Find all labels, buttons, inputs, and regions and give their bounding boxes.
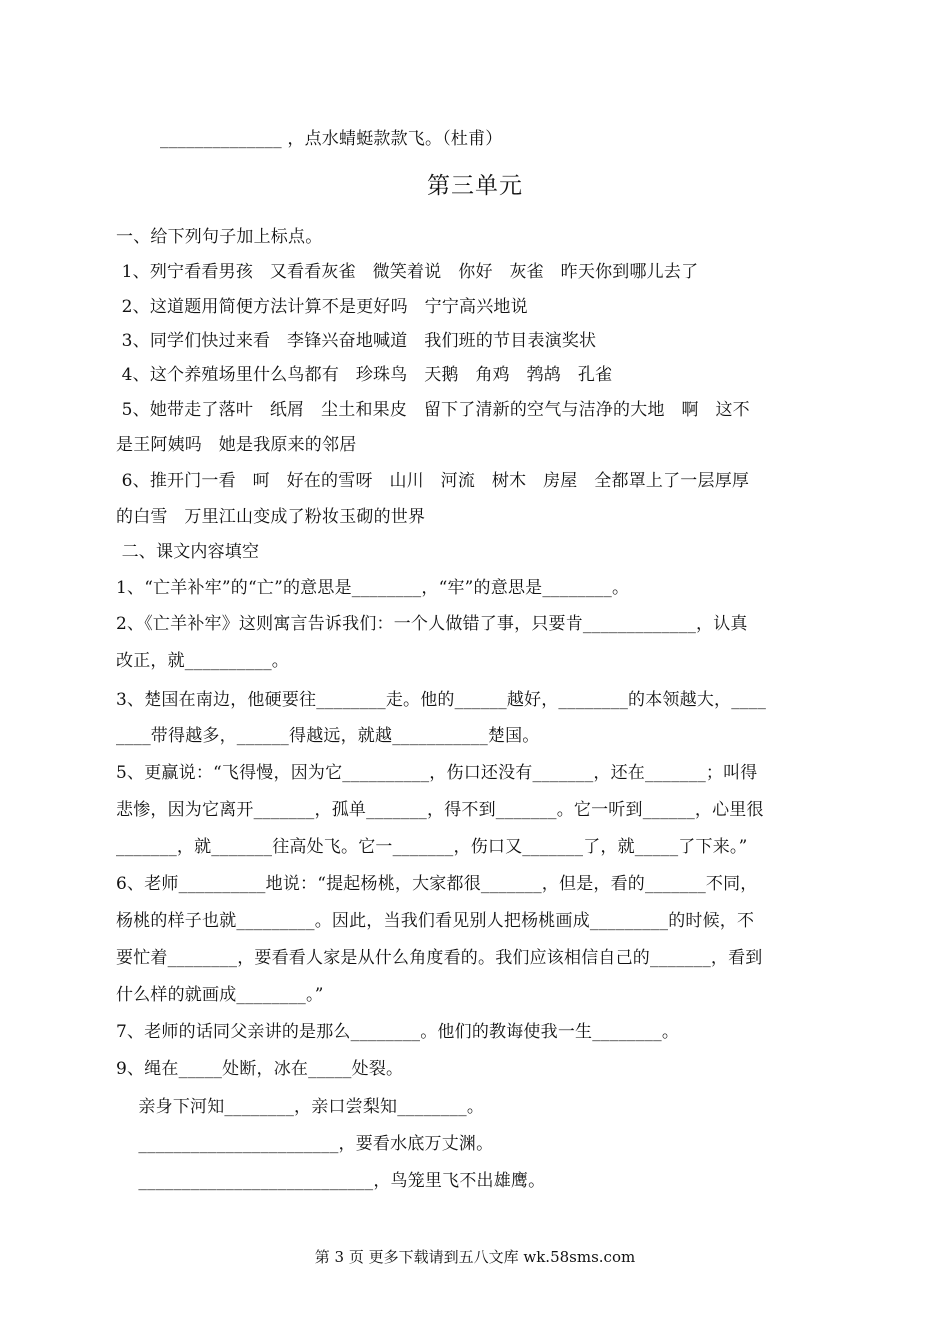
section1-line: 2、这道题用简便方法计算不是更好吗 宁宁高兴地说 — [116, 297, 528, 317]
section2-line: 6、老师__________地说：“提起杨桃，大家都很_______，但是，看的_______不同， — [116, 874, 758, 894]
top-poem-line: ______________ ，点水蜻蜓款款飞。（杜甫） — [160, 129, 503, 149]
section1-heading: 一、给下列句子加上标点。 — [116, 227, 323, 247]
unit-title: 第三单元 — [427, 173, 523, 199]
section2-line: _______，就_______往高处飞。它一_______，伤口又_______了，就_____了下来。” — [116, 837, 748, 857]
section2-line: 9、绳在_____处断，冰在_____处裂。 — [116, 1059, 404, 1079]
section2-line: 悲惨，因为它离开_______，孤单_______，得不到_______。它一听到______，心里很 — [116, 800, 764, 820]
section2-line: 3、楚国在南边，他硬要往________走。他的______越好，________的本领越大，____ — [116, 690, 767, 710]
section1-line: 是王阿姨吗 她是我原来的邻居 — [116, 435, 357, 455]
section2-heading: 二、课文内容填空 — [116, 542, 260, 562]
section1-line: 6、推开门一看 呵 好在的雪呀 山川 河流 树木 房屋 全都罩上了一层厚厚 — [116, 471, 750, 491]
section2-line: 1、“亡羊补牢”的“亡”的意思是________，“牢”的意思是________。 — [116, 578, 630, 598]
section1-line: 4、这个养殖场里什么鸟都有 珍珠鸟 天鹅 角鸡 鹁鸪 孔雀 — [116, 365, 613, 385]
section2-line: 杨桃的样子也就_________。因此，当我们看见别人把杨桃画成_________的时候，不 — [116, 911, 755, 931]
section1-line: 5、她带走了落叶 纸屑 尘土和果皮 留下了清新的空气与洁净的大地 啊 这不 — [116, 400, 750, 420]
section2-line: 要忙着________，要看看人家是从什么角度看的。我们应该相信自己的_______，看到 — [116, 948, 763, 968]
section2-line: ____带得越多，______得越远，就越___________楚国。 — [116, 726, 540, 746]
section2-line: 2、《亡羊补牢》这则寓言告诉我们：一个人做错了事，只要肯_____________，认真 — [116, 614, 748, 634]
section2-line: 亲身下河知________，亲口尝梨知________。 — [116, 1097, 485, 1117]
section2-line: 7、老师的话同父亲讲的是那么________。他们的教诲使我一生________。 — [116, 1022, 680, 1042]
section2-line: ___________________________，鸟笼里飞不出雄鹰。 — [116, 1171, 546, 1191]
section2-line: 什么样的就画成________。” — [116, 985, 324, 1005]
page-footer: 第 3 页 更多下载请到五八文库 wk.58sms.com — [314, 1248, 636, 1266]
section2-line: _______________________，要看水底万丈渊。 — [116, 1134, 494, 1154]
section1-line: 1、列宁看看男孩 又看看灰雀 微笑着说 你好 灰雀 昨天你到哪儿去了 — [116, 262, 699, 282]
section1-line: 3、同学们快过来看 李锋兴奋地喊道 我们班的节目表演奖状 — [116, 331, 597, 351]
section2-line: 5、更赢说：“飞得慢，因为它__________，伤口还没有_______，还在_______；叫得 — [116, 763, 758, 783]
section1-line: 的白雪 万里江山变成了粉妆玉砌的世界 — [116, 507, 426, 527]
section2-line: 改正，就__________。 — [116, 651, 289, 671]
